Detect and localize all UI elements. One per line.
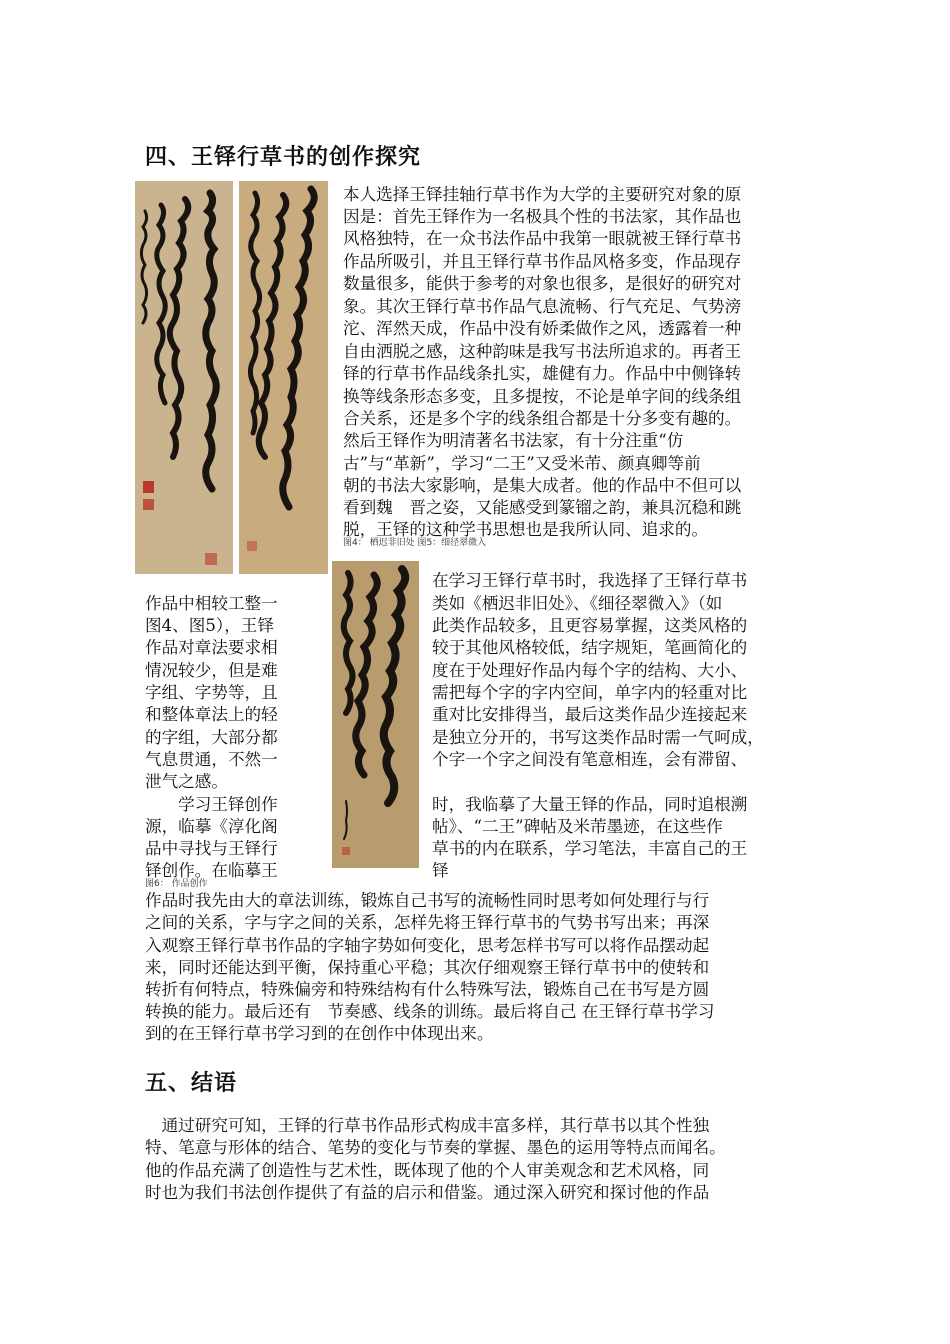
text-line: 是独立分开的，书写这类作品时需一气呵成， [432, 728, 764, 747]
text-line: 时，我临摹了大量王铎的作品，同时追根溯 [432, 795, 748, 814]
text-line: 风格独特，在一众书法作品中我第一眼就被王铎行草书 [343, 229, 742, 248]
text-line: 帖》、“二王”碑帖及米芾墨迹，在这些作 [432, 817, 723, 836]
text-line: 古”与“革新”，学习“二王”又受米芾、颜真卿等前 [343, 454, 701, 473]
text-line: 来，同时还能达到平衡，保持重心平稳；其次仔细观察王铎行草书中的使转和 [145, 958, 710, 977]
text-line: 之间的关系，字与字之间的关系，怎样先将王铎行草书的气势书写出来；再深 [145, 913, 710, 932]
text-line: 气息贯通，不然一 [145, 750, 278, 769]
text-line: 特、笔意与形体的结合、笔势的变化与节奏的掌握、墨色的运用等特点而闻名。 [145, 1138, 726, 1157]
figure-6-scroll-image [332, 561, 419, 868]
section-5-heading: 五、结语 [145, 1071, 238, 1096]
text-line: 在学习王铎行草书时，我选择了王铎行草书 [432, 571, 748, 590]
text-line: 草书的内在联系，学习笔法，丰富自己的王 [432, 839, 748, 858]
text-line: 作品对章法要求相 [145, 638, 278, 657]
text-line: 铎创作。在临摹王 [145, 861, 278, 880]
text-line: 字组、字势等，且 [145, 683, 278, 702]
text-line: 和整体章法上的轻 [145, 705, 278, 724]
text-line: 铎 [432, 861, 449, 880]
text-line: 象。其次王铎行草书作品气息流畅、行气充足、气势滂 [343, 297, 742, 316]
text-line: 入观察王铎行草书作品的字轴字势如何变化，思考怎样书写可以将作品摆动起 [145, 936, 710, 955]
text-line: 需把每个字的字内空间，单字内的轻重对比 [432, 683, 748, 702]
text-line: 此类作品较多，且更容易掌握，这类风格的 [432, 616, 748, 635]
text-line: 自由洒脱之感，这种韵味是我写书法所追求的。再者王 [343, 342, 742, 361]
text-line: 图4、图5），王铎 [145, 616, 274, 635]
text-line: 本人选择王铎挂轴行草书作为大学的主要研究对象的原 [343, 185, 742, 204]
text-line: 较于其他风格较低，结字规矩，笔画简化的 [432, 638, 748, 657]
text-line: 类如《栖迟非旧处》、《细径翠微入》（如 [432, 594, 723, 613]
text-line: 时也为我们书法创作提供了有益的启示和借鉴。通过深入研究和探讨他的作品 [145, 1183, 710, 1202]
text-line: 换等线条形态多变，且多提按，不论是单字间的线条组 [343, 387, 742, 406]
figure-4-scroll-image [135, 181, 233, 574]
text-line: 合关系，还是多个字的线条组合都是十分多变有趣的。 [343, 409, 742, 428]
text-line: 数量很多，能供于参考的对象也很多，是很好的研究对 [343, 274, 742, 293]
figure-6-caption: 图6： 作品创作 [145, 879, 208, 889]
text-line: 然后王铎作为明清著名书法家，有十分注重“仿 [343, 431, 684, 450]
text-line: 品中寻找与王铎行 [145, 839, 278, 858]
text-line: 他的作品充满了创造性与艺术性，既体现了他的个人审美观念和艺术风格，同 [145, 1161, 710, 1180]
text-line: 到的在王铎行草书学习到的在创作中体现出来。 [145, 1024, 494, 1043]
text-line: 朝的书法大家影响，是集大成者。他的作品中不但可以 [343, 476, 742, 495]
text-line: 作品所吸引，并且王铎行草书作品风格多变，作品现存 [343, 252, 742, 271]
text-line: 沱、浑然天成，作品中没有娇柔做作之风，透露着一种 [343, 319, 742, 338]
figure-4-5-caption: 图4： 栖迟非旧处 图5：细径翠微入 [343, 538, 487, 548]
text-line: 泄气之感。 [145, 772, 228, 791]
text-line: 因是：首先王铎作为一名极具个性的书法家，其作品也 [343, 207, 742, 226]
text-line: 作品时我先由大的章法训练，锻炼自己书写的流畅性同时思考如何处理行与行 [145, 891, 710, 910]
text-line: 情况较少，但是难 [145, 661, 278, 680]
text-line: 重对比安排得当，最后这类作品少连接起来 [432, 705, 748, 724]
text-line: 通过研究可知，王铎的行草书作品形式构成丰富多样，其行草书以其个性独 [145, 1116, 710, 1135]
text-line: 铎的行草书作品线条扎实，雄健有力。作品中中侧锋转 [343, 364, 742, 383]
text-line: 看到魏 晋之姿，又能感受到篆镏之韵，兼具沉稳和跳 [343, 498, 742, 517]
text-line: 转折有何特点，特殊偏旁和特殊结构有什么特殊写法，锻炼自己在书写是方圆 [145, 980, 710, 999]
section-4-heading: 四、王铎行草书的创作探究 [145, 145, 422, 170]
text-line: 转换的能力。最后还有 节奏感、线条的训练。最后将自己 在王铎行草书学习 [145, 1002, 715, 1021]
text-line: 度在于处理好作品内每个字的结构、大小、 [432, 661, 748, 680]
text-line: 作品中相较工整一 [145, 594, 278, 613]
text-line: 个字一个字之间没有笔意相连，会有滞留、 [432, 750, 748, 769]
text-line: 的字组，大部分都 [145, 728, 278, 747]
text-line: 学习王铎创作 [145, 795, 278, 814]
figure-5-scroll-image [239, 181, 328, 574]
text-line: 脱，王铎的这种学书思想也是我所认同、追求的。 [343, 520, 709, 539]
text-line: 源，临摹《淳化阁 [145, 817, 278, 836]
